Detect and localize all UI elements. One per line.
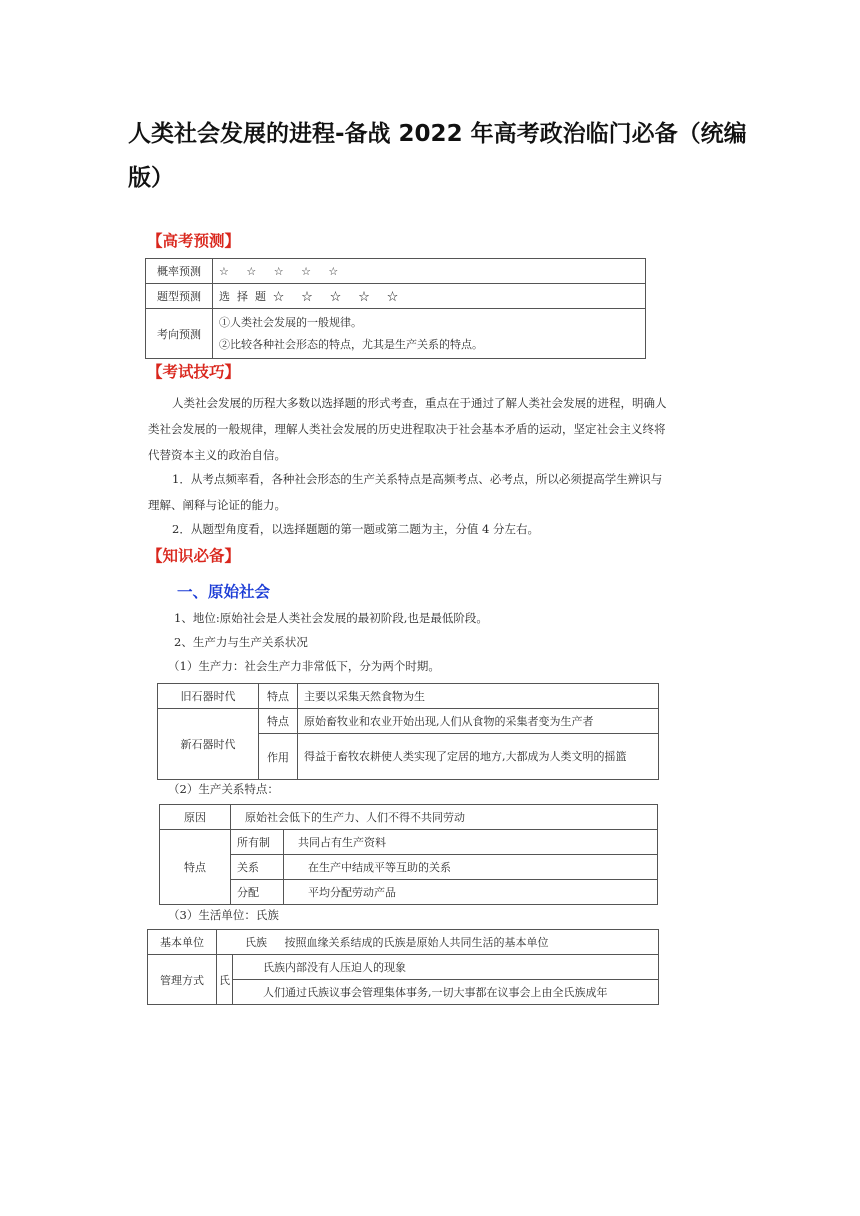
section-tips-heading: 【考试技巧】 — [147, 363, 241, 381]
status-line: 1、地位:原始社会是人类社会发展的最初阶段,也是最低阶段。 — [174, 611, 488, 625]
productivity-table — [157, 683, 659, 780]
clan-table — [147, 929, 659, 1005]
relations-table — [159, 804, 658, 905]
tips-paragraph-3: 2．从题型角度看，以选择题题的第一题或第二题为主，分值 4 分左右。 — [172, 522, 539, 536]
old-stone-age-cell: 旧石器时代 — [158, 684, 259, 709]
tips-paragraph-2: 1．从考点频率看，各种社会形态的生产关系特点是高频考点、必考点，所以必须提高学生辨识与理解、阐释与论证的能力。 — [148, 472, 663, 512]
ownership-text: 共同占有生产资料 — [284, 830, 658, 855]
cause-label: 原因 — [160, 805, 231, 830]
management-item-2: 人们通过氏族议事会管理集体事务,一切大事都在议事会上由全氏族成年 — [233, 980, 659, 1005]
new-role-text: 得益于畜牧农耕使人类实现了定居的地方,大都成为人类文明的摇篮 — [298, 734, 659, 780]
relationship-text: 在生产中结成平等互助的关系 — [284, 855, 658, 880]
direction-item-2: ②比较各种社会形态的特点，尤其是生产关系的特点。 — [219, 337, 483, 351]
relations-line: （2）生产关系特点： — [168, 782, 279, 796]
management-sub-label: 氏 — [217, 955, 233, 1005]
cause-text: 原始社会低下的生产力、人们不得不共同劳动 — [231, 805, 658, 830]
management-item-1: 氏族内部没有人压迫人的现象 — [233, 955, 659, 980]
section-forecast-heading: 【高考预测】 — [147, 232, 241, 250]
old-feature-text: 主要以采集天然食物为生 — [298, 684, 659, 709]
forecast-table — [145, 258, 646, 359]
relationship-label: 关系 — [231, 855, 284, 880]
document-title: 人类社会发展的进程-备战 2022 年高考政治临门必备（统编版） — [128, 121, 747, 191]
feature-label: 特点 — [160, 830, 231, 905]
primitive-society-heading: 一、原始社会 — [177, 583, 271, 601]
question-type-label: 题型预测 — [146, 284, 213, 309]
ownership-label: 所有制 — [231, 830, 284, 855]
question-type-value: 选择题☆ ☆ ☆ ☆ ☆ — [213, 284, 646, 309]
distribution-text: 平均分配劳动产品 — [284, 880, 658, 905]
probability-label: 概率预测 — [146, 259, 213, 284]
clan-name: 氏族 — [245, 936, 267, 949]
direction-item-1: ①人类社会发展的一般规律。 — [219, 315, 362, 329]
living-unit-line: （3）生活单位：氏族 — [168, 908, 279, 922]
productivity-relations-line: 2、生产力与生产关系状况 — [174, 635, 308, 649]
new-feature-text: 原始畜牧业和农业开始出现,人们从食物的采集者变为生产者 — [298, 709, 659, 734]
old-feature-label: 特点 — [259, 684, 298, 709]
new-role-label: 作用 — [259, 734, 298, 780]
section-knowledge-heading: 【知识必备】 — [147, 547, 241, 565]
probability-stars: ☆ ☆ ☆ ☆ ☆ — [213, 259, 646, 284]
management-label: 管理方式 — [148, 955, 217, 1005]
basic-unit-label: 基本单位 — [148, 930, 217, 955]
tips-paragraph-1: 人类社会发展的历程大多数以选择题的形式考查，重点在于通过了解人类社会发展的进程，明确人类社会发展的一般规律，理解人类社会发展的历史进程取决于社会基本矛盾的运动，坚定社会主义终将代替资本主义的政治自信。 — [148, 396, 667, 462]
basic-unit-text: 按照血缘关系结成的氏族是原始人共同生活的基本单位 — [284, 936, 549, 949]
productivity-line: （1）生产力：社会生产力非常低下，分为两个时期。 — [168, 659, 440, 673]
new-feature-label: 特点 — [259, 709, 298, 734]
direction-label: 考向预测 — [146, 309, 213, 359]
distribution-label: 分配 — [231, 880, 284, 905]
new-stone-age-cell: 新石器时代 — [158, 709, 259, 780]
